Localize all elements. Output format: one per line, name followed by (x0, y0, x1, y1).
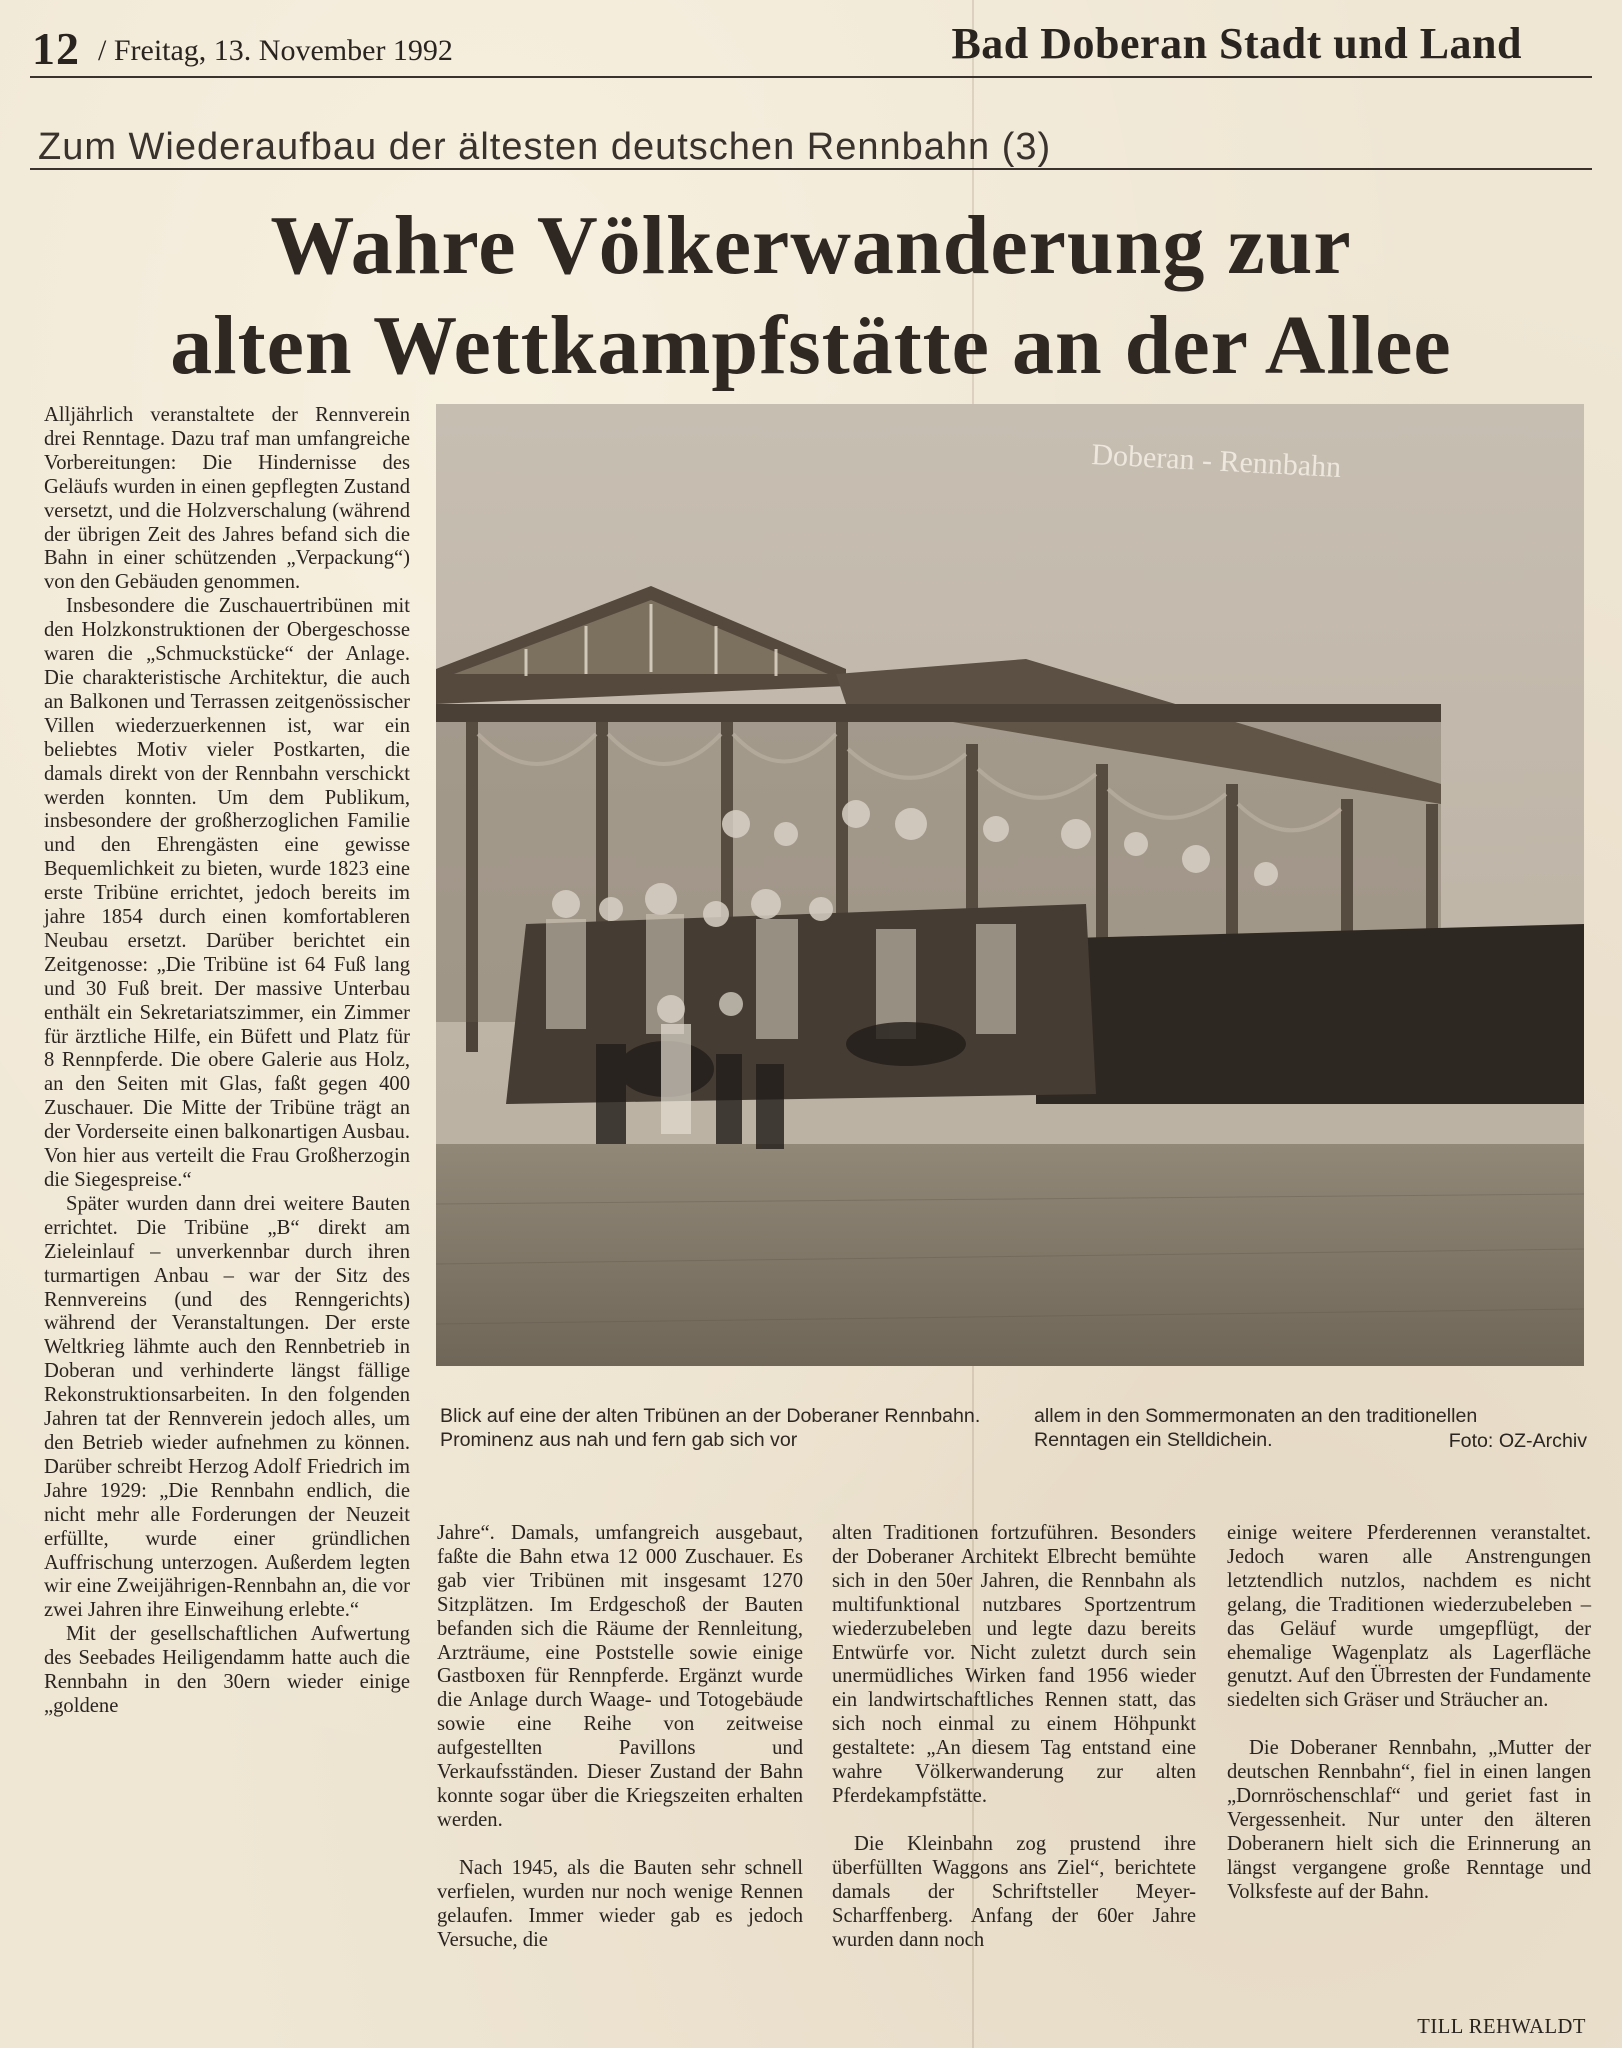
author-byline: TILL REHWALDT (1417, 2016, 1586, 2038)
column-4 (1227, 1522, 1591, 1905)
header-rule (30, 76, 1592, 78)
col1-paragraph-2: Insbesondere die Zuschauertribünen mit den Holzkonstruktionen der Obergeschosse waren die „Schmuckstücke“ der Anlage. Die charakteristische Architektur, die auch an Balkonen und Terrassen zeitgenössischer Villen wiederzuerkennen ist, war ein beliebtes Motiv vieler Postkarten, die damals direkt von der Rennbahn verschickt werden konnten. Um dem Publikum, insbesondere der großherzoglichen Familie und den Ehrengästen eine gewisse Bequemlichkeit zu bieten, wurde 1823 eine erste Tribüne errichtet, jedoch bereits im jahre 1854 durch einen komfortableren Neubau ersetzt. Darüber berichtet ein Zeitgenosse: „Die Tribüne ist 64 Fuß lang und 30 Fuß breit. Der massive Unterbau enthält ein Sekretariatszimmer, ein Zimmer für ärztliche Hilfe, ein Büfett und Platz für 8 Rennpferde. Die obere Galerie aus Holz, an den Seiten mit Glas, faßt gegen 400 Zuschauer. Die Mitte der Tribüne trägt an der Vorderseite einen balkonartigen Ausbau. Von hier aus verteilt die Frau Großherzogin die Siegespreise.“ (44, 595, 410, 1191)
grandstand-photo (436, 404, 1584, 1366)
photo-caption-right: allem in den Sommermonaten an den traditionellen Renntagen ein Stelldichein. (1034, 1405, 1478, 1451)
col1-paragraph-4: Mit der gesellschaftlichen Aufwertung des Seebades Heiligendamm hatte auch die Rennbahn in den 30ern wieder einige „goldene (44, 1623, 410, 1717)
col2-paragraph-2: Nach 1945, als die Bauten sehr schnell verfielen, wurden nur noch wenige Rennen gelaufen. Immer wieder gab es jedoch Versuche, die (437, 1856, 803, 1951)
article-kicker: Zum Wiederaufbau der ältesten deutschen Rennbahn (3) (38, 126, 1052, 168)
col3-paragraph-2: Die Kleinbahn zog prustend ihre überfüllten Waggons ans Ziel“, berichtete damals der Schriftsteller Meyer-Scharffenberg. Anfang der 60er Jahre wurden dann noch (832, 1832, 1196, 1951)
photo-credit: Foto: OZ-Archiv (1448, 1430, 1587, 1452)
col1-paragraph-1: Alljährlich veranstaltete der Rennverein drei Renntage. Dazu traf man umfangreiche Vorbereitungen: Die Hindernisse des Geläufs wurden in einen gepflegten Zustand versetzt, und die Holzverschalung (während der übrigen Zeit des Jahres befand sich die Bahn in einer schützenden „Verpackung“) von den Gebäuden genommen. (44, 404, 410, 594)
column-2 (437, 1522, 803, 1952)
kicker-rule (30, 168, 1592, 170)
photo-inscription: Doberan - Rennbahn (1090, 438, 1342, 485)
col3-paragraph-1: alten Traditionen fortzuführen. Besonders der Doberaner Architekt Elbrecht bemühte sich in den 50er Jahren, die Rennbahn als multifunktional nutzbares Sportzentrum wiederzubeleben und legte dazu bereits Entwürfe vor. Nicht zuletzt durch sein unermüdliches Wirken fand 1956 wieder ein landwirtschaftliches Rennen statt, das sich noch einmal zu einem Höhpunkt gestaltete: „An diesem Tag entstand eine wahre Völkerwanderung zur alten Pferdekampfstätte. (832, 1522, 1196, 1807)
issue-date: / Freitag, 13. November 1992 (98, 34, 453, 67)
col4-paragraph-2: Die Doberaner Rennbahn, „Mutter der deutschen Rennbahn“, fiel in einen langen „Dornröschenschlaf“ und geriet fast in Vergessenheit. Nur unter den älteren Doberanern hielt sich die Erinnerung an längst vergangene große Renntage und Volksfeste auf der Bahn. (1227, 1737, 1591, 1903)
page-number: 12 (32, 23, 80, 74)
column-1 (44, 404, 410, 1719)
headline-line-1: Wahre Völkerwanderung zur (270, 199, 1352, 292)
article-headline (0, 196, 1622, 396)
section-title: Bad Doberan Stadt und Land (951, 19, 1522, 68)
col1-paragraph-3: Später wurden dann drei weitere Bauten errichtet. Die Tribüne „B“ direkt am Zieleinlauf – unverkennbar durch ihren turmartigen Anbau – war der Sitz des Rennvereins (und des Renngerichts) während der Veranstaltungen. Der erste Weltkrieg lähmte auch den Rennbetrieb in Doberan und verhinderte längst fällige Rekonstruktionsarbeiten. In den folgenden Jahren tat der Rennverein jedoch alles, um den Betrieb wieder aufnehmen zu können. Darüber schreibt Herzog Adolf Friedrich im Jahre 1929: „Die Rennbahn endlich, die nicht mehr alle Forderungen der Neuzeit erfüllte, wurde einer gründlichen Auffrischung unterzogen. Außerdem legten wir eine Zweijährigen-Rennbahn an, die vor zwei Jahren ihre Einweihung erlebte.“ (44, 1192, 410, 1622)
headline-line-2: alten Wettkampfstätte an der Allee (170, 299, 1452, 392)
col4-paragraph-1: einige weitere Pferderennen veranstaltet. Jedoch waren alle Anstrengungen letztendlich nutzlos, nachdem es nicht gelang, die Traditionen wiederzubeleben – das Geläuf wurde umgepflügt, der ehemalige Wagenplatz als Lagerfläche genutzt. Auf den Übrresten der Fundamente siedelten sich Gräser und Sträucher an. (1227, 1522, 1591, 1712)
photo-caption-left: Blick auf eine der alten Tribünen an der Doberaner Rennbahn. Prominenz aus nah und fern gab sich vor (440, 1405, 981, 1451)
col2-paragraph-1: Jahre“. Damals, umfangreich ausgebaut, faßte die Bahn etwa 12 000 Zuschauer. Es gab vier Tribünen mit insgesamt 1270 Sitzplätzen. Im Erdgeschoß der Bauten befanden sich die Räume der Rennleitung, Arzträume, eine Poststelle sowie einige Gastboxen für Rennpferde. Ergänzt wurde die Anlage durch Waage- und Totogebäude sowie eine Reihe von zeitweise aufgestellten Pavillons und Verkaufsständen. Dieser Zustand der Bahn konnte sogar über die Kriegszeiten erhalten werden. (437, 1522, 803, 1831)
column-3 (832, 1522, 1196, 1952)
